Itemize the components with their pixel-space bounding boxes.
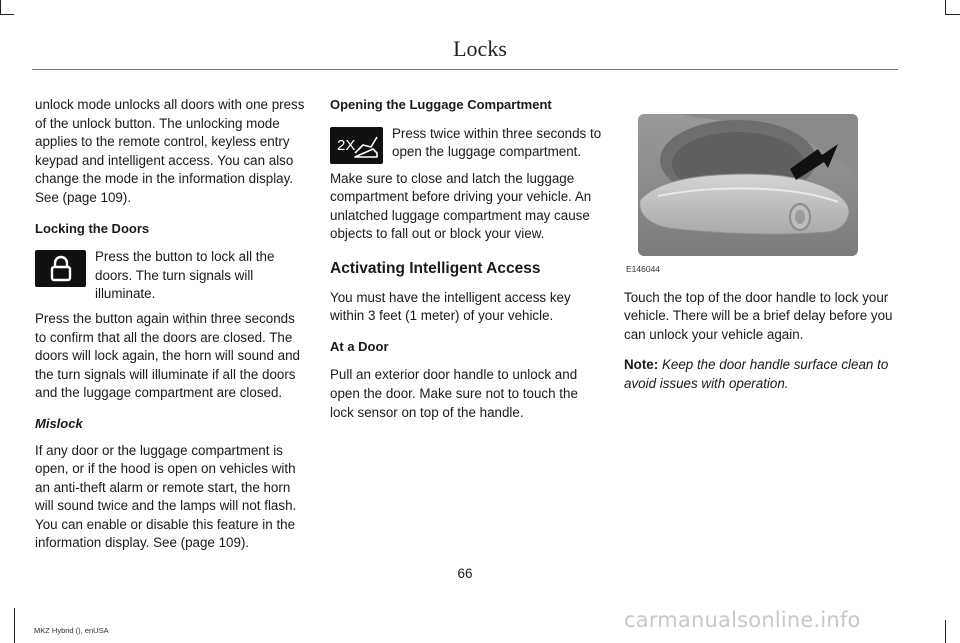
page-title: Locks bbox=[453, 36, 507, 61]
crop-mark bbox=[0, 14, 14, 15]
crop-mark bbox=[0, 0, 1, 14]
touch-paragraph: Touch the top of the door handle to lock your vehicle. There will be a brief delay before you can unlock your vehicle again. bbox=[624, 289, 893, 342]
luggage-heading: Opening the Luggage Compartment bbox=[330, 97, 552, 112]
note-label: Note: bbox=[624, 357, 659, 373]
door-handle-illustration bbox=[638, 114, 858, 256]
note-paragraph bbox=[624, 356, 899, 393]
close-paragraph: Make sure to close and latch the luggage compartment before driving your vehicle. An unlatched luggage compartment may cause objects to fall out or block your view. bbox=[330, 170, 592, 242]
crop-mark bbox=[945, 0, 946, 14]
page-number: 66 bbox=[457, 566, 473, 581]
mislock-heading: Mislock bbox=[35, 415, 83, 431]
header-divider bbox=[32, 69, 898, 70]
confirm-paragraph: Press the button again within three seconds to confirm that all the doors are closed. The doors will lock again, the horn will sound and the turn signals will illuminate if all the doors and the luggage compartment are closed. bbox=[35, 310, 300, 401]
trunk-instruction bbox=[330, 125, 602, 164]
watermark: carmanualsonline.info bbox=[624, 608, 861, 632]
lock-text: Press the button to lock all the doors. The turn signals will illuminate. bbox=[95, 249, 275, 302]
door-heading: At a Door bbox=[330, 338, 389, 354]
trunk-text: Press twice within three seconds to open the luggage compartment. bbox=[392, 125, 602, 160]
locking-heading: Locking the Doors bbox=[35, 220, 150, 236]
lock-instruction bbox=[35, 248, 305, 304]
column-left bbox=[35, 96, 305, 565]
intelligent-access-paragraph: You must have the intelligent access key within 3 feet (1 meter) of your vehicle. bbox=[330, 289, 571, 324]
door-paragraph: Pull an exterior door handle to unlock and open the door. Make sure not to touch the lock sensor on top of the handle. bbox=[330, 367, 578, 420]
crop-mark bbox=[14, 608, 15, 643]
mislock-paragraph: If any door or the luggage compartment is open, or if the hood is open on vehicles with an anti-theft alarm or remote start, the horn will sound twice and the lamps will not flash. You can enable or disable this feature in the information display. See (page 109). bbox=[35, 442, 297, 551]
note-text: Keep the door handle surface clean to avoid issues with operation. bbox=[624, 357, 889, 391]
crop-mark bbox=[945, 14, 960, 15]
lock-icon bbox=[35, 250, 86, 287]
trunk-icon-text: 2X bbox=[336, 137, 355, 155]
column-middle bbox=[330, 96, 602, 434]
document-id: MKZ Hybrid (), enUSA bbox=[34, 626, 109, 635]
crop-mark bbox=[945, 620, 946, 643]
figure-label: E146044 bbox=[626, 264, 661, 274]
trunk-open-icon bbox=[330, 127, 383, 164]
intro-paragraph: unlock mode unlocks all doors with one press of the unlock button. The unlocking mode applies to the remote control, keyless entry keypad and intelligent access. You can also change the mode in the information display. See (page 109). bbox=[35, 97, 305, 205]
intelligent-access-heading: Activating Intelligent Access bbox=[330, 259, 541, 277]
column-right bbox=[624, 100, 899, 406]
